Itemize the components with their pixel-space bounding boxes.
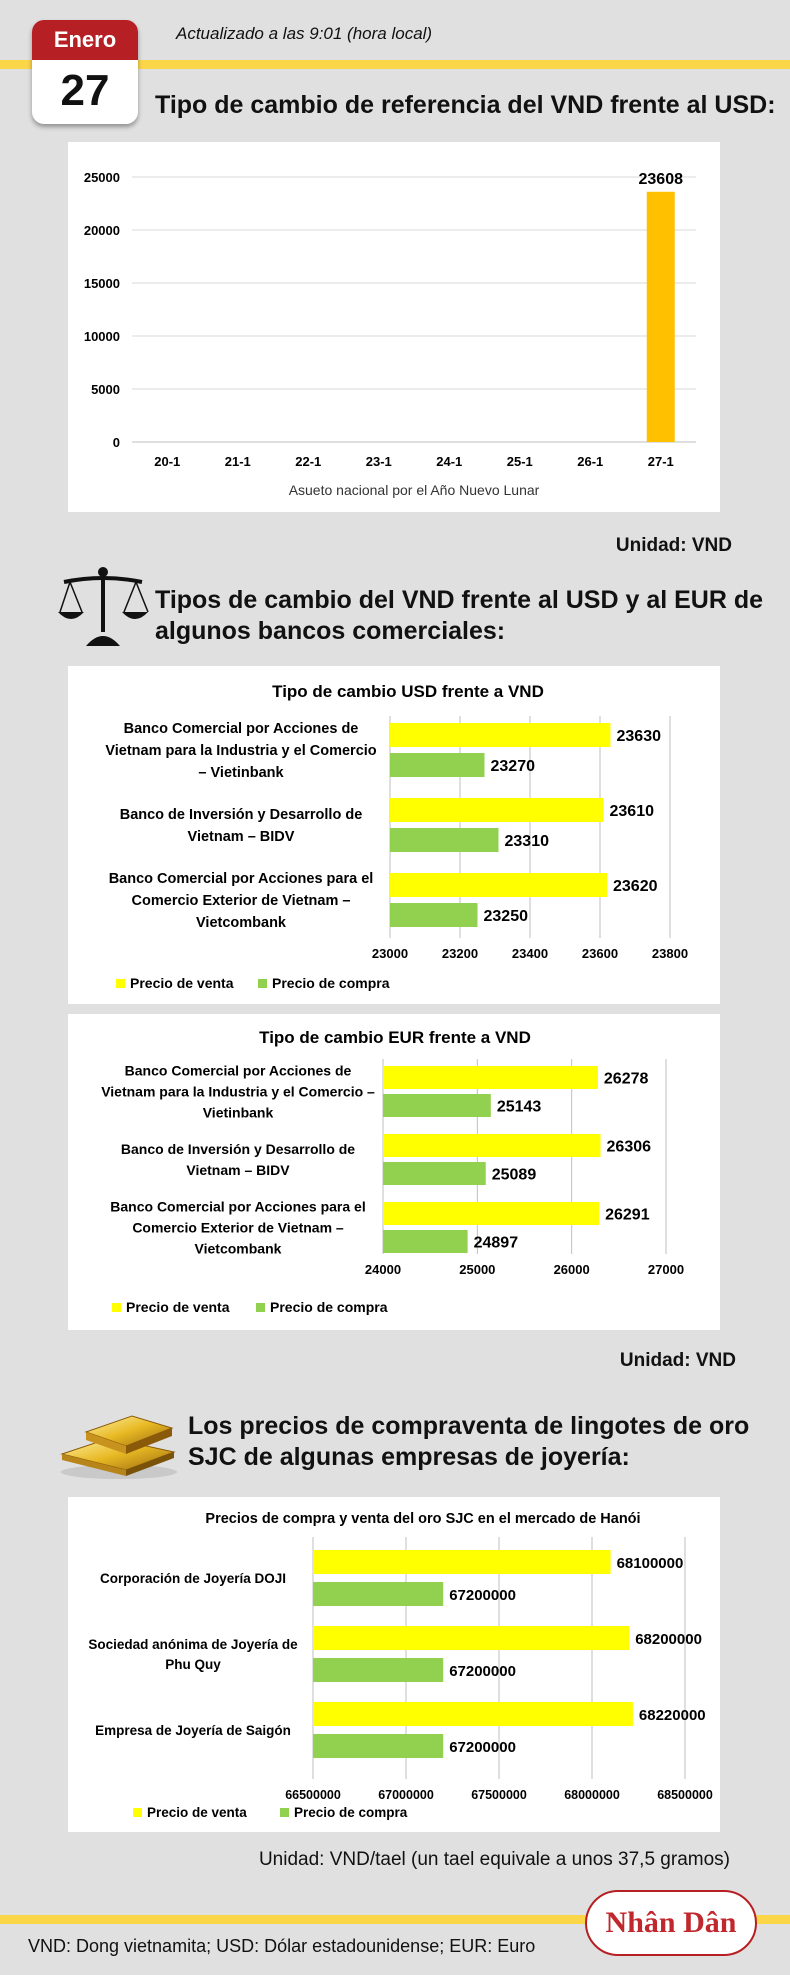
update-time: Actualizado a las 9:01 (hora local) bbox=[176, 24, 433, 43]
y-tick-label: 5000 bbox=[91, 382, 120, 397]
calendar-day: 27 bbox=[60, 66, 110, 115]
chart-usd-rate bbox=[68, 666, 720, 1004]
chart-eur-rate bbox=[68, 1014, 720, 1330]
category-label: Vietcombank bbox=[194, 1240, 282, 1257]
section3-title-line1: Los precios de compraventa de lingotes de oro bbox=[188, 1412, 750, 1440]
x-tick-label: 25-1 bbox=[506, 454, 533, 469]
y-tick-label: 25000 bbox=[83, 170, 120, 185]
bar bbox=[647, 192, 675, 442]
category-label: Empresa de Joyería de Saigón bbox=[95, 1723, 291, 1738]
category-label: Comercio Exterior de Vietnam – bbox=[132, 1219, 344, 1236]
category-label: – Vietinbank bbox=[198, 765, 284, 781]
bar-buy bbox=[383, 1094, 491, 1117]
bar-buy bbox=[390, 753, 485, 777]
x-tick-label: 23600 bbox=[581, 946, 619, 961]
data-label: 26278 bbox=[603, 1070, 649, 1088]
chart-usd-panel bbox=[68, 666, 720, 1004]
category-label: Banco Comercial por Acciones de bbox=[123, 721, 359, 737]
data-label: 23608 bbox=[638, 170, 683, 188]
x-tick-label: 26-1 bbox=[577, 454, 604, 469]
bar-buy bbox=[313, 1734, 443, 1758]
category-label: Banco Comercial por Acciones para el bbox=[110, 1198, 366, 1215]
section1-title: Tipo de cambio de referencia del VND frente al USD: bbox=[155, 91, 776, 119]
data-label: 23310 bbox=[504, 833, 549, 850]
category-label: Vietinbank bbox=[202, 1104, 274, 1121]
gold-bars-icon bbox=[56, 1404, 182, 1480]
y-tick-label: 0 bbox=[112, 435, 120, 450]
section2-title bbox=[155, 585, 763, 647]
section3-title-line2: SJC de algunas empresas de joyería: bbox=[188, 1443, 630, 1471]
data-label: 25089 bbox=[491, 1166, 537, 1184]
legend-swatch-sell bbox=[116, 979, 125, 988]
legend-label-buy: Precio de compra bbox=[294, 1805, 408, 1820]
x-tick-label: 23400 bbox=[511, 946, 549, 961]
x-tick-label: 66500000 bbox=[285, 1788, 341, 1802]
x-tick-label: 23200 bbox=[441, 946, 479, 961]
x-tick-label: 27-1 bbox=[647, 454, 674, 469]
chart-gold-panel bbox=[68, 1497, 720, 1832]
x-tick-label: 27000 bbox=[647, 1262, 685, 1277]
section3-unit: Unidad: VND/tael (un tael equivale a unos 37,5 gramos) bbox=[258, 1849, 730, 1870]
bar-buy bbox=[313, 1658, 443, 1682]
category-label: Banco de Inversión y Desarrollo de bbox=[120, 1141, 356, 1157]
category-label: Sociedad anónima de Joyería de bbox=[88, 1637, 298, 1652]
chart-title: Precios de compra y venta del oro SJC en el mercado de Hanói bbox=[205, 1511, 641, 1527]
data-label: 67200000 bbox=[449, 1739, 516, 1756]
balance-scale-icon bbox=[56, 566, 150, 650]
legend-label-buy: Precio de compra bbox=[270, 1299, 388, 1315]
data-label: 23270 bbox=[490, 758, 535, 775]
footer-abbreviations: VND: Dong vietnamita; USD: Dólar estadounidense; EUR: Euro bbox=[28, 1936, 536, 1956]
data-label: 23630 bbox=[616, 728, 661, 745]
bar-sell bbox=[313, 1550, 611, 1574]
data-label: 67200000 bbox=[449, 1663, 516, 1680]
x-tick-label: 23000 bbox=[371, 946, 409, 961]
data-label: 26306 bbox=[606, 1138, 652, 1156]
section2-unit: Unidad: VND bbox=[619, 1350, 736, 1371]
x-tick-label: 68000000 bbox=[564, 1788, 620, 1802]
x-tick-label: 68500000 bbox=[657, 1788, 713, 1802]
bar-sell bbox=[390, 873, 607, 897]
data-label: 68200000 bbox=[635, 1631, 702, 1648]
x-tick-label: 26000 bbox=[553, 1262, 590, 1277]
bar-sell bbox=[383, 1066, 598, 1089]
x-axis-label: Asueto nacional por el Año Nuevo Lunar bbox=[288, 482, 540, 498]
bar-sell bbox=[390, 798, 604, 822]
x-tick-label: 22-1 bbox=[295, 454, 322, 469]
data-label: 24897 bbox=[473, 1234, 519, 1252]
legend-swatch-buy bbox=[280, 1808, 289, 1817]
category-label: Vietnam para la Industria y el Comercio – bbox=[101, 1083, 375, 1100]
data-label: 23250 bbox=[483, 908, 528, 925]
data-label: 26291 bbox=[605, 1206, 650, 1224]
category-label: Banco Comercial por Acciones para el bbox=[108, 871, 374, 887]
chart-reference-rate bbox=[68, 142, 720, 512]
category-label: Corporación de Joyería DOJI bbox=[99, 1571, 287, 1586]
category-label: Vietnam – BIDV bbox=[187, 829, 295, 845]
legend-swatch-buy bbox=[258, 979, 267, 988]
category-label: Vietnam para la Industria y el Comercio bbox=[105, 743, 377, 759]
x-tick-label: 24-1 bbox=[436, 454, 463, 469]
category-label: Phu Quy bbox=[165, 1657, 221, 1672]
x-tick-label: 67500000 bbox=[471, 1788, 527, 1802]
data-label: 23620 bbox=[613, 878, 658, 895]
legend-swatch-sell bbox=[133, 1808, 142, 1817]
data-label: 67200000 bbox=[449, 1587, 516, 1604]
bar-buy bbox=[390, 828, 499, 852]
legend-label-buy: Precio de compra bbox=[272, 975, 390, 991]
chart-eur-panel bbox=[68, 1014, 720, 1330]
x-tick-label: 20-1 bbox=[154, 454, 181, 469]
data-label: 68220000 bbox=[638, 1707, 706, 1724]
data-label: 23610 bbox=[609, 803, 654, 820]
x-tick-label: 67000000 bbox=[378, 1788, 434, 1802]
legend-label-sell: Precio de venta bbox=[130, 975, 234, 991]
bar-buy bbox=[383, 1162, 486, 1185]
section2-title-line1: Tipos de cambio del VND frente al USD y al EUR de bbox=[155, 586, 764, 614]
bar-buy bbox=[390, 903, 478, 927]
bar-sell bbox=[383, 1202, 599, 1225]
y-tick-label: 10000 bbox=[83, 329, 120, 344]
bar-sell bbox=[390, 723, 611, 747]
bar-sell bbox=[383, 1134, 601, 1157]
date-calendar bbox=[32, 20, 138, 124]
chart-title: Tipo de cambio EUR frente a VND bbox=[259, 1028, 531, 1047]
x-tick-label: 23800 bbox=[651, 946, 689, 961]
x-tick-label: 23-1 bbox=[365, 454, 392, 469]
legend-swatch-buy bbox=[256, 1303, 265, 1312]
category-label: Vietcombank bbox=[196, 915, 286, 931]
chart-gold-price bbox=[68, 1497, 720, 1832]
category-label: Banco Comercial por Acciones de bbox=[124, 1062, 352, 1079]
bar-buy bbox=[313, 1582, 443, 1606]
x-tick-label: 24000 bbox=[364, 1262, 402, 1277]
x-tick-label: 25000 bbox=[459, 1262, 496, 1277]
category-label: Banco de Inversión y Desarrollo de bbox=[119, 807, 363, 823]
bar-buy bbox=[383, 1230, 468, 1253]
calendar-month: Enero bbox=[32, 20, 138, 60]
y-tick-label: 20000 bbox=[83, 223, 120, 238]
nhan-dan-logo[interactable]: Nhân Dân bbox=[585, 1890, 757, 1956]
data-label: 68100000 bbox=[616, 1555, 684, 1572]
category-label: Comercio Exterior de Vietnam – bbox=[131, 893, 351, 909]
chart-title: Tipo de cambio USD frente a VND bbox=[272, 682, 544, 701]
chart-reference-rate-panel bbox=[68, 142, 720, 512]
section2-title-line2: algunos bancos comerciales: bbox=[155, 617, 506, 645]
y-tick-label: 15000 bbox=[83, 276, 120, 291]
bar-sell bbox=[313, 1702, 633, 1726]
bar-sell bbox=[313, 1626, 629, 1650]
legend-swatch-sell bbox=[112, 1303, 121, 1312]
section3-title bbox=[188, 1411, 749, 1473]
legend-label-sell: Precio de venta bbox=[126, 1299, 230, 1315]
x-tick-label: 21-1 bbox=[224, 454, 251, 469]
section1-unit: Unidad: VND bbox=[615, 535, 732, 556]
category-label: Vietnam – BIDV bbox=[186, 1162, 290, 1178]
legend-label-sell: Precio de venta bbox=[147, 1805, 247, 1820]
data-label: 25143 bbox=[496, 1098, 542, 1116]
